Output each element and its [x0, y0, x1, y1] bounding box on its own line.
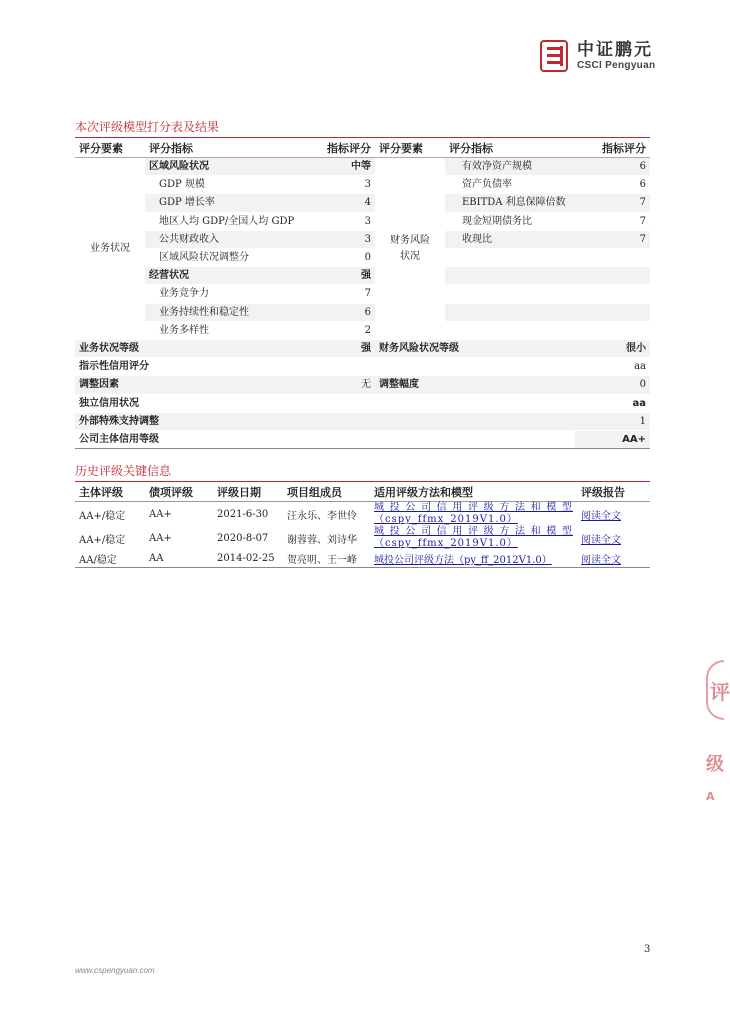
team-members: 汪永乐、李世伶 — [287, 510, 357, 522]
operation-title: 经营状况 — [145, 267, 290, 285]
financial-item-score: 6 — [575, 176, 650, 194]
hist-header-team: 项目组成员 — [283, 482, 370, 502]
adjust-range-label: 调整幅度 — [375, 376, 575, 394]
regional-item-score: 4 — [290, 194, 375, 212]
indicative-score-label: 指示性信用评分 — [75, 358, 290, 376]
empty-cell — [375, 431, 575, 449]
regional-item-label: GDP 增长率 — [145, 194, 290, 212]
financial-item-label: 资产负债率 — [445, 176, 575, 194]
empty-cell — [445, 321, 575, 339]
regional-risk-score: 中等 — [290, 158, 375, 176]
method-link[interactable]: 城投公司信用评级方法和模型（cspy_ffmx_2019V1.0） — [374, 502, 573, 525]
read-full-report-link[interactable]: 阅读全文 — [581, 534, 621, 546]
table-row — [75, 550, 650, 567]
company-logo — [540, 40, 655, 72]
rating-model-table — [75, 137, 650, 449]
empty-cell — [290, 412, 375, 430]
financial-item-score: 6 — [575, 158, 650, 176]
financial-item-score: 7 — [575, 212, 650, 230]
operation-item-score: 6 — [290, 303, 375, 321]
issuer-rating: AA+/稳定 — [79, 534, 126, 546]
rating-date: 2014-02-25 — [213, 550, 283, 567]
financial-level-value: 很小 — [575, 340, 650, 358]
financial-item-label: 收现比 — [445, 230, 575, 248]
indicative-score-value: aa — [575, 358, 650, 376]
adjust-factor-label: 调整因素 — [75, 376, 290, 394]
standalone-label: 独立信用状况 — [75, 394, 290, 412]
bond-rating: AA — [145, 550, 213, 567]
bond-rating: AA+ — [149, 508, 172, 520]
regional-item-label: 地区人均 GDP/全国人均 GDP — [145, 212, 290, 230]
empty-cell — [375, 394, 575, 412]
model-section-title: 本次评级模型打分表及结果 — [75, 120, 220, 134]
header-indicator-2: 评分指标 — [445, 138, 575, 158]
report-cell — [577, 550, 650, 567]
hist-header-method: 适用评级方法和模型 — [370, 482, 577, 502]
page-number: 3 — [644, 944, 651, 955]
issuer-rating: AA+/稳定 — [79, 510, 126, 522]
issuer-rating-value: AA+ — [575, 431, 650, 449]
seal-stamp-fragment: 级 — [706, 754, 724, 775]
report-cell — [577, 526, 650, 550]
method-link[interactable]: 城投公司评级方法（py_ff_2012V1.0） — [374, 554, 552, 566]
regional-item-label: 公共财政收入 — [145, 230, 290, 248]
empty-cell — [575, 321, 650, 339]
regional-item-score: 3 — [290, 176, 375, 194]
seal-stamp-fragment: A — [706, 790, 715, 803]
rating-date: 2020-8-07 — [217, 532, 269, 544]
empty-cell — [375, 358, 575, 376]
financial-factor-label: 财务风险状况 — [390, 234, 430, 262]
report-cell — [577, 502, 650, 527]
header-indicator-1: 评分指标 — [145, 138, 290, 158]
business-level-value: 强 — [290, 340, 375, 358]
financial-item-score: 7 — [575, 230, 650, 248]
empty-cell — [575, 303, 650, 321]
empty-cell — [290, 431, 375, 449]
empty-cell — [290, 358, 375, 376]
read-full-report-link[interactable]: 阅读全文 — [581, 554, 621, 566]
header-factor-1: 评分要素 — [75, 138, 145, 158]
business-factor-cell: 业务状况 — [75, 158, 145, 340]
business-level-label: 业务状况等级 — [75, 340, 290, 358]
regional-item-score: 3 — [290, 230, 375, 248]
adjust-factor-value: 无 — [290, 376, 375, 394]
header-factor-2: 评分要素 — [375, 138, 445, 158]
operation-item-label: 业务多样性 — [145, 321, 290, 339]
financial-item-label: 有效净资产规模 — [445, 158, 575, 176]
operation-score: 强 — [290, 267, 375, 285]
regional-item-label: GDP 规模 — [145, 176, 290, 194]
table-row — [75, 502, 650, 527]
empty-cell — [575, 267, 650, 285]
financial-item-score: 7 — [575, 194, 650, 212]
operation-item-label: 业务持续性和稳定性 — [145, 303, 290, 321]
empty-cell — [290, 394, 375, 412]
method-cell — [370, 526, 577, 550]
team-members: 谢蓉蓉、刘诗华 — [287, 534, 357, 546]
regional-item-label: 区域风险状况调整分 — [145, 249, 290, 267]
hist-header-issuer: 主体评级 — [75, 482, 145, 502]
rating-date: 2021-6-30 — [217, 508, 269, 520]
empty-cell — [445, 285, 575, 303]
external-support-label: 外部特殊支持调整 — [75, 412, 290, 430]
seal-stamp: 评 — [706, 660, 724, 720]
financial-item-label: EBITDA 利息保障倍数 — [445, 194, 575, 212]
logo-mark-icon — [540, 40, 568, 72]
operation-item-label: 业务竞争力 — [145, 285, 290, 303]
regional-item-score: 3 — [290, 212, 375, 230]
method-cell — [370, 550, 577, 567]
financial-item-label: 现金短期债务比 — [445, 212, 575, 230]
regional-risk-title: 区域风险状况 — [145, 158, 290, 176]
empty-cell — [445, 267, 575, 285]
issuer-rating: AA/稳定 — [75, 550, 145, 567]
empty-cell — [575, 249, 650, 267]
hist-header-bond: 债项评级 — [145, 482, 213, 502]
header-score-1: 指标评分 — [290, 138, 375, 158]
logo-chinese-name: 中证鹏元 — [577, 40, 653, 60]
issuer-rating-label: 公司主体信用等级 — [75, 431, 290, 449]
empty-cell — [575, 285, 650, 303]
method-link[interactable]: 城投公司信用评级方法和模型（cspy_ffmx_2019V1.0） — [374, 526, 573, 549]
adjust-range-value: 0 — [575, 376, 650, 394]
operation-item-score: 2 — [290, 321, 375, 339]
logo-english-name: CSCI Pengyuan — [577, 60, 656, 71]
empty-cell — [445, 249, 575, 267]
method-cell — [370, 502, 577, 527]
financial-level-label: 财务风险状况等级 — [375, 340, 575, 358]
hist-header-date: 评级日期 — [213, 482, 283, 502]
read-full-report-link[interactable]: 阅读全文 — [581, 510, 621, 522]
regional-item-score: 0 — [290, 249, 375, 267]
operation-item-score: 7 — [290, 285, 375, 303]
history-section-title: 历史评级关键信息 — [75, 464, 172, 478]
standalone-value: aa — [575, 394, 650, 412]
table-row — [75, 526, 650, 550]
external-support-value: 1 — [575, 412, 650, 430]
footer-url: www.cspengyuan.com — [75, 966, 155, 975]
rating-history-table — [75, 481, 650, 568]
bond-rating: AA+ — [149, 532, 172, 544]
financial-factor-cell — [375, 158, 445, 340]
team-members: 贺亮明、王一峰 — [283, 550, 370, 567]
header-score-2: 指标评分 — [575, 138, 650, 158]
hist-header-report: 评级报告 — [577, 482, 650, 502]
empty-cell — [375, 412, 575, 430]
empty-cell — [445, 303, 575, 321]
